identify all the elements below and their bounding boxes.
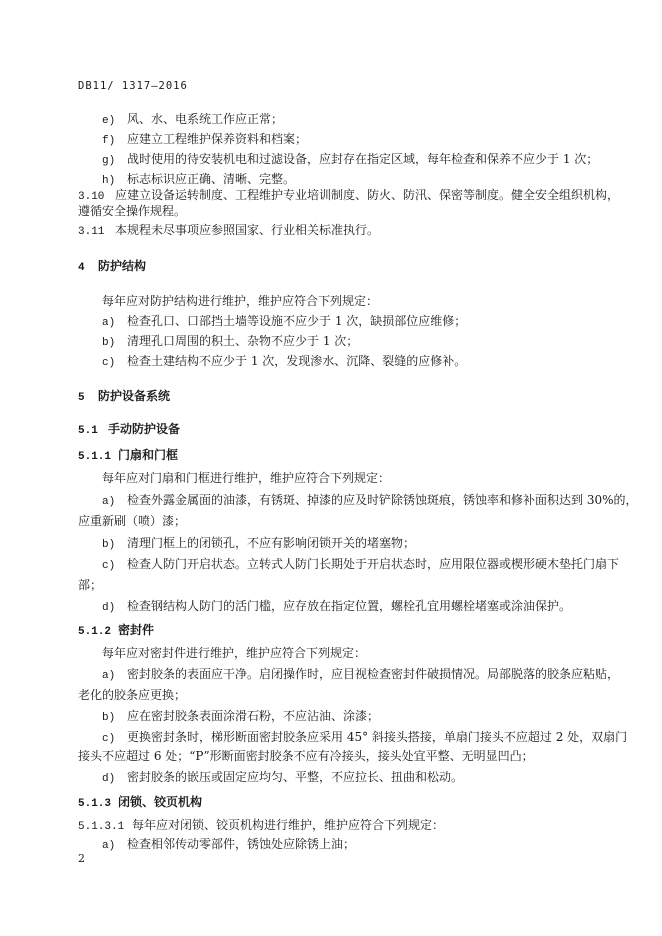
list-text: 检查外露金属面的油漆，有锈斑、掉漆的应及时铲除锈蚀斑痕，锈蚀率和修补面积达到 30%的， — [127, 493, 638, 507]
section-title: 防护结构 — [98, 259, 147, 273]
list-continuation: 老化的胶条应更换； — [78, 688, 187, 702]
list-marker: a) — [102, 317, 116, 329]
list-item — [102, 556, 619, 574]
list-text: 检查土建结构不应少于 1 次，发现渗水、沉降、裂缝的应修补。 — [127, 354, 467, 368]
list-marker: b) — [102, 712, 116, 724]
clause-text: 应建立设备运转制度、工程维护专业培训制度、防火、防汛、保密等制度。健全安全组织机构， — [115, 188, 620, 202]
list-text: 清理门框上的闭锁孔，不应有影响闭锁开关的堵塞物； — [127, 536, 416, 550]
list-item — [102, 598, 571, 616]
list-marker: a) — [102, 670, 116, 682]
clause-continuation: 遵循安全操作规程。 — [78, 204, 187, 218]
list-continuation: 应重新刷（喷）漆； — [78, 514, 187, 528]
section-title: 防护设备系统 — [98, 389, 171, 403]
paragraph: 每年应对防护结构进行维护，维护应符合下列规定： — [102, 294, 379, 308]
list-text: 检查孔口、口部挡土墙等设施不应少于 1 次，缺损部位应维修； — [127, 314, 467, 328]
list-text: 战时使用的待安装机电和过滤设备，应封存在指定区域，每年检查和保养不应少于 1 次； — [127, 152, 599, 166]
list-text: 检查人防门开启状态。立转式人防门长期处于开启状态时，应用限位器或楔形硬木垫托门扇下 — [127, 557, 620, 571]
section-title: 闭锁、铰页机构 — [118, 795, 203, 809]
section-heading-5-1 — [78, 421, 180, 439]
clause-3-11 — [78, 222, 379, 240]
list-text: 检查相邻传动零部件，锈蚀处应除锈上油； — [127, 837, 356, 851]
list-continuation: 接头不应超过 6 处；“P”形断面密封胶条不应有冷接头，接头处宜平整、无明显凹凸； — [78, 749, 534, 763]
list-item — [102, 492, 638, 510]
list-text: 检查钢结构人防门的活门槛，应存放在指定位置，螺栓孔宜用螺栓堵塞或涂油保护。 — [127, 599, 572, 613]
list-continuation: 部； — [78, 578, 103, 592]
list-text: 应在密封胶条表面涂滑石粉，不应沾油、涂漆； — [127, 709, 380, 723]
section-number: 5.1.1 — [78, 451, 112, 463]
list-item — [102, 313, 466, 331]
section-title: 门扇和门框 — [118, 448, 179, 462]
list-text: 标志标识应正确、清晰、完整。 — [127, 172, 296, 186]
list-text: 应建立工程维护保养资料和档案； — [127, 132, 308, 146]
list-item — [102, 729, 627, 747]
section-heading-5-1-3 — [78, 794, 202, 812]
document-code-header: DB11/ 1317—2016 — [78, 80, 188, 92]
list-item — [102, 131, 307, 149]
clause-text: 本规程未尽事项应参照国家、行业相关标准执行。 — [115, 223, 380, 237]
list-marker: c) — [102, 733, 116, 745]
section-number: 5.1.2 — [78, 626, 112, 638]
section-number: 5.1.3 — [78, 798, 112, 810]
list-item — [102, 769, 463, 787]
list-marker: b) — [102, 539, 116, 551]
paragraph: 每年应对密封件进行维护，维护应符合下列规定： — [102, 646, 367, 660]
clause-number: 3.11 — [78, 226, 105, 238]
section-heading-4 — [78, 258, 146, 276]
section-title: 手动防护设备 — [108, 422, 181, 436]
list-item — [102, 666, 619, 684]
list-marker: a) — [102, 840, 116, 852]
list-item — [102, 535, 415, 553]
section-number: 5.1 — [78, 425, 98, 437]
clause-5-1-3-1 — [78, 817, 444, 835]
list-text: 清理孔口周围的积土、杂物不应少于 1 次； — [127, 334, 359, 348]
paragraph: 每年应对门扇和门框进行维护，维护应符合下列规定： — [102, 471, 391, 485]
list-item — [102, 708, 379, 726]
clause-text: 每年应对闭锁、铰页机构进行维护，维护应符合下列规定： — [132, 818, 445, 832]
list-item — [102, 333, 358, 351]
list-text: 风、水、电系统工作应正常； — [127, 112, 284, 126]
list-marker: e) — [102, 115, 116, 127]
list-marker: f) — [102, 135, 116, 147]
section-heading-5-1-1 — [78, 447, 178, 465]
list-marker: c) — [102, 560, 116, 572]
clause-number: 5.1.3.1 — [78, 821, 125, 833]
list-text: 更换密封条时，梯形断面密封胶条应采用 45° 斜接头搭接，单扇门接头不应超过 2 处，双扇门 — [127, 730, 628, 744]
page-number: 2 — [78, 852, 85, 865]
list-marker: d) — [102, 773, 116, 785]
list-text: 密封胶条的表面应干净。启闭操作时，应目视检查密封件破损情况。局部脱落的胶条应粘贴， — [127, 667, 620, 681]
list-item — [102, 151, 598, 169]
list-marker: a) — [102, 496, 116, 508]
list-marker: d) — [102, 602, 116, 614]
section-heading-5-1-2 — [78, 622, 154, 640]
list-marker: g) — [102, 155, 116, 167]
section-number: 5 — [78, 392, 85, 404]
list-item — [102, 836, 355, 854]
list-marker: b) — [102, 337, 116, 349]
section-number: 4 — [78, 262, 85, 274]
list-item — [102, 353, 466, 371]
clause-number: 3.10 — [78, 191, 105, 203]
list-text: 密封胶条的嵌压或固定应均匀、平整，不应拉长、扭曲和松动。 — [127, 770, 464, 784]
section-heading-5 — [78, 388, 170, 406]
section-title: 密封件 — [118, 623, 155, 637]
list-marker: c) — [102, 357, 116, 369]
list-item — [102, 111, 283, 129]
list-marker: h) — [102, 175, 116, 187]
